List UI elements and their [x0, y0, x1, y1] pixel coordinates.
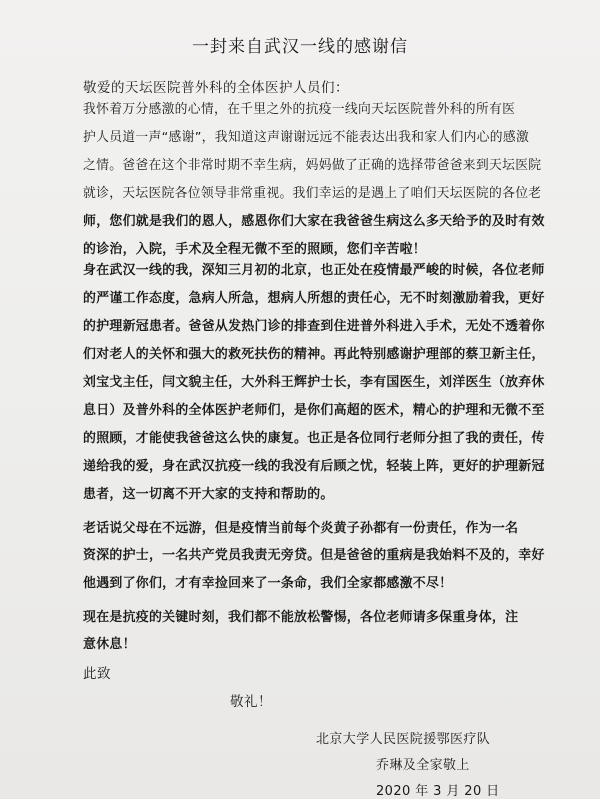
letter-line: 患者，这一切离不开大家的支持和帮助的。 [83, 487, 334, 502]
letter-line: 资深的护士，一名共产党员我责无旁贷。但是爸爸的重病是我始料不及的，幸好 [83, 548, 545, 563]
letter-date: 2020 年 3 月 20 日 [376, 784, 500, 799]
letter-line: 我怀着万分感激的心情，在千里之外的抗疫一线向天坛医院普外科的所有医 [83, 102, 516, 117]
letter-line: 身在武汉一线的我，深知三月初的北京，也正处在疫情最严峻的时候，各位老师 [83, 263, 545, 278]
letter-line: 现在是抗疫的关键时刻，我们都不能放松警惕，各位老师请多保重身体，注 [83, 610, 519, 625]
letter-line: 意休息！ [83, 637, 136, 652]
letter-line: 递给我的爱，身在武汉抗疫一线的我没有后顾之忧，轻装上阵，更好的护理新冠 [83, 459, 545, 474]
letter-line: 的诊治，入院，手术及全程无微不至的照顾，您们辛苦啦！ [83, 242, 426, 257]
letter-line: 之情。爸爸在这个非常时期不幸生病，妈妈做了正确的选择带爸爸来到天坛医院 [83, 158, 542, 173]
signature-name: 乔琳及全家敬上 [376, 758, 470, 773]
letter-line: 的照顾，才能使我爸爸这么快的康复。也正是各位同行老师分担了我的责任，传 [83, 431, 545, 446]
letter-closing-cizhi: 此致 [83, 666, 111, 682]
signature-organization: 北京大学人民医院援鄂医疗队 [316, 732, 491, 747]
letter-line: 的严谨工作态度，急病人所急，想病人所想的责任心，无不时刻激励着我，更好 [83, 291, 545, 306]
letter-line: 们对老人的关怀和强大的救死扶伤的精神。再此特别感谢护理部的蔡卫新主任， [83, 347, 545, 362]
letter-closing-jingli: 敬礼！ [230, 694, 272, 710]
letter-line: 他遇到了你们，才有幸捡回来了一条命，我们全家都感激不尽！ [83, 576, 453, 591]
letter-line: 刘宝戈主任，闫文貌主任，大外科王辉护士长，李有国医生，刘洋医生（放弃休 [83, 375, 545, 390]
letter-title: 一封来自武汉一线的感谢信 [192, 37, 408, 57]
letter-line: 护人员道一声“感谢”，我知道这声谢谢远远不能表达出我和家人们内心的感激 [83, 130, 530, 145]
letter-line: 的护理新冠患者。爸爸从发热门诊的排查到住进普外科进入手术，无处不透着你 [83, 319, 545, 334]
letter-line: 就诊，天坛医院各位领导非常重视。我们幸运的是遇上了咱们天坛医院的各位老 [83, 186, 542, 201]
letter-salutation: 敬爱的天坛医院普外科的全体医护人员们： [83, 80, 349, 96]
letter-line: 师，您们就是我们的恩人，感恩你们大家在我爸爸生病这么多天给予的及时有效 [83, 214, 545, 229]
letter-line: 息日）及普外科的全体医护老师们，是你们高超的医术，精心的护理和无微不至 [83, 403, 545, 418]
letter-line: 老话说父母在不远游，但是疫情当前每个炎黄子孙都有一份责任，作为一名 [83, 521, 519, 536]
